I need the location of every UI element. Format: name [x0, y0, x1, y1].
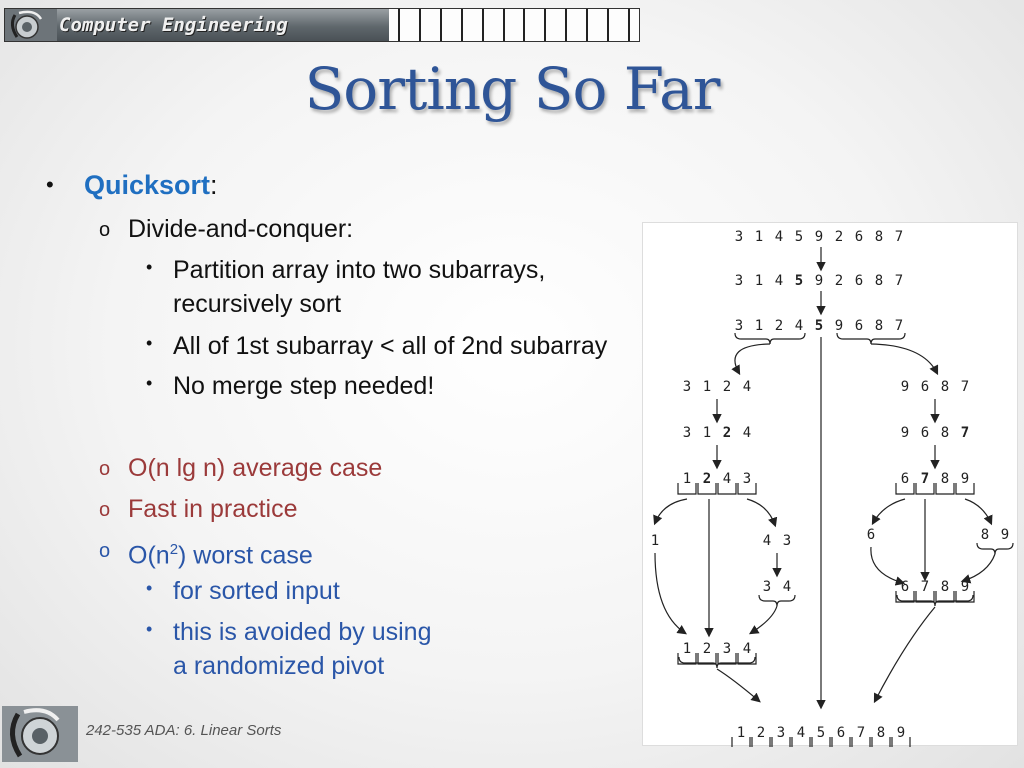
row1-cell: 5 [794, 229, 804, 245]
diagram-arrow [871, 547, 903, 583]
left-a-cell: 1 [702, 379, 712, 395]
worst-case-line [128, 533, 313, 572]
header-banner [4, 8, 640, 42]
row3-cell: 4 [794, 318, 804, 334]
left-r-sorted-cell: 4 [782, 579, 792, 595]
diagram-arrow [759, 595, 795, 606]
footer-gear-logo-icon [2, 706, 78, 762]
right-b-cell: 7 [960, 425, 970, 441]
row3-cell: 5 [814, 318, 824, 334]
row1-cell: 9 [814, 229, 824, 245]
row1-cell: 3 [734, 229, 744, 245]
left-c-cell: 2 [702, 471, 712, 487]
left-c-cell: 4 [722, 471, 732, 487]
banner-title: Computer Engineering [59, 14, 288, 36]
row3-cell: 2 [774, 318, 784, 334]
right-a-cell: 9 [900, 379, 910, 395]
diagram-arrow [963, 554, 995, 581]
average-case-line: O(n lg n) average case [128, 454, 383, 482]
right-l-cell: 6 [866, 527, 876, 543]
left-a-cell: 2 [722, 379, 732, 395]
left-l-cell: 1 [650, 533, 660, 549]
row3-cell: 9 [834, 318, 844, 334]
row2-cell: 1 [754, 273, 764, 289]
right-c-cell: 9 [960, 471, 970, 487]
diagram-arrow [655, 499, 687, 523]
final-cell: 8 [876, 725, 886, 741]
diagram-arrow [747, 499, 775, 525]
right-a-cell: 6 [920, 379, 930, 395]
diagram-arrow [837, 333, 905, 344]
diagram-arrow [655, 553, 685, 633]
right-merged-cell: 8 [940, 579, 950, 595]
row2-cell: 7 [894, 273, 904, 289]
row2-cell: 2 [834, 273, 844, 289]
sub-bullet-o: o [99, 219, 111, 241]
row3-cell: 1 [754, 318, 764, 334]
bullet-dot: • [146, 373, 153, 393]
right-r-cell: 9 [1000, 527, 1010, 543]
footer-text: 242-535 ADA: 6. Linear Sorts [86, 722, 282, 739]
quicksort-heading [84, 168, 218, 202]
worst-suffix: ) worst case [178, 541, 313, 570]
final-cell: 4 [796, 725, 806, 741]
left-b-cell: 2 [722, 425, 732, 441]
diagram-arrow [717, 669, 759, 701]
sub-bullet-o: o [99, 540, 111, 562]
row2-cell: 5 [794, 273, 804, 289]
left-a-cell: 4 [742, 379, 752, 395]
sorted-input-line: for sorted input [173, 577, 340, 605]
left-c-cell: 3 [742, 471, 752, 487]
bullet-dot: • [146, 578, 153, 598]
right-b-cell: 8 [940, 425, 950, 441]
diagram-arrow [965, 499, 991, 523]
row1-cell: 2 [834, 229, 844, 245]
right-b-cell: 9 [900, 425, 910, 441]
diagram-arrow [751, 606, 777, 633]
right-b-cell: 6 [920, 425, 930, 441]
diagram-arrow [977, 543, 1013, 554]
slide-title: Sorting So Far [304, 55, 720, 123]
left-merged-cell: 2 [702, 641, 712, 657]
bullet-dot: • [146, 619, 153, 639]
quicksort-label: Quicksort [84, 170, 211, 200]
left-b-cell: 1 [702, 425, 712, 441]
right-merged-cell: 7 [920, 579, 930, 595]
final-cell: 5 [816, 725, 826, 741]
quicksort-diagram [642, 222, 1018, 746]
bullet-dot: • [146, 257, 153, 277]
left-b-cell: 3 [682, 425, 692, 441]
right-merged-cell: 9 [960, 579, 970, 595]
sub-bullet-o: o [99, 458, 111, 480]
left-c-cell: 1 [682, 471, 692, 487]
left-r-cell: 4 [762, 533, 772, 549]
final-cell: 7 [856, 725, 866, 741]
right-c-cell: 7 [920, 471, 930, 487]
row1-cell: 6 [854, 229, 864, 245]
banner-stripes [389, 9, 639, 41]
worst-prefix: O(n [128, 541, 170, 570]
diagram-arrow [679, 657, 755, 668]
avoided-line2: a randomized pivot [173, 652, 385, 680]
left-merged-cell: 4 [742, 641, 752, 657]
row2-cell: 3 [734, 273, 744, 289]
gear-logo-icon [5, 9, 57, 41]
fast-practice-line: Fast in practice [128, 495, 298, 523]
left-a-cell: 3 [682, 379, 692, 395]
diagram-arrow [871, 344, 937, 373]
bullet-dot: • [46, 172, 54, 197]
no-merge-line: No merge step needed! [173, 372, 435, 400]
quicksort-colon: : [210, 170, 218, 200]
final-cell: 3 [776, 725, 786, 741]
row3-cell: 8 [874, 318, 884, 334]
right-a-cell: 7 [960, 379, 970, 395]
final-cell: 2 [756, 725, 766, 741]
row2-cell: 6 [854, 273, 864, 289]
row1-cell: 8 [874, 229, 884, 245]
diagram-arrow [873, 499, 905, 523]
avoided-line1: this is avoided by using [173, 618, 432, 646]
row3-cell: 3 [734, 318, 744, 334]
right-c-cell: 6 [900, 471, 910, 487]
row1-cell: 4 [774, 229, 784, 245]
right-r-cell: 8 [980, 527, 990, 543]
quicksort-diagram-svg [643, 223, 1019, 747]
all-of-line: All of 1st subarray < all of 2nd subarray [173, 332, 608, 360]
diagram-arrow [875, 607, 935, 701]
left-merged-cell: 1 [682, 641, 692, 657]
final-cell: 6 [836, 725, 846, 741]
final-cell: 9 [896, 725, 906, 741]
partition-line1: Partition array into two subarrays, [173, 256, 546, 284]
right-a-cell: 8 [940, 379, 950, 395]
left-r-sorted-cell: 3 [762, 579, 772, 595]
divide-label: Divide-and-conquer: [128, 215, 354, 243]
left-merged-cell: 3 [722, 641, 732, 657]
diagram-arrow [735, 344, 770, 373]
row2-cell: 8 [874, 273, 884, 289]
row1-cell: 1 [754, 229, 764, 245]
bullet-dot: • [146, 333, 153, 353]
sub-bullet-o: o [99, 499, 111, 521]
worst-exponent: 2 [169, 541, 179, 558]
partition-line2: recursively sort [173, 290, 342, 318]
right-merged-cell: 6 [900, 579, 910, 595]
row1-cell: 7 [894, 229, 904, 245]
diagram-arrow [735, 333, 805, 344]
left-b-cell: 4 [742, 425, 752, 441]
diagram-arrow [897, 595, 973, 606]
left-r-cell: 3 [782, 533, 792, 549]
row3-cell: 6 [854, 318, 864, 334]
row3-cell: 7 [894, 318, 904, 334]
final-cell: 1 [736, 725, 746, 741]
row2-cell: 4 [774, 273, 784, 289]
right-c-cell: 8 [940, 471, 950, 487]
row2-cell: 9 [814, 273, 824, 289]
